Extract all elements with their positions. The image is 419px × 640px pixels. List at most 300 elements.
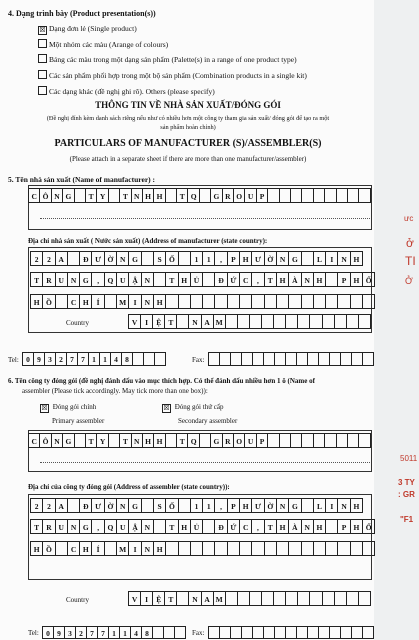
checkbox[interactable]: ☒: [41, 404, 48, 412]
letter-cell[interactable]: H: [277, 519, 289, 534]
letter-cell[interactable]: I: [141, 314, 153, 329]
letter-cell[interactable]: H: [314, 272, 326, 287]
manufacturer-name-grid[interactable]: [28, 188, 371, 203]
fax-grid[interactable]: [208, 352, 374, 366]
assembler-name-grid[interactable]: [28, 433, 371, 448]
letter-cell[interactable]: Ư: [92, 251, 104, 266]
letter-cell[interactable]: 7: [78, 352, 89, 366]
letter-cell[interactable]: [359, 314, 371, 329]
letter-cell[interactable]: T: [265, 519, 277, 534]
letter-cell[interactable]: [142, 498, 154, 513]
letter-cell[interactable]: N: [338, 498, 350, 513]
letter-cell[interactable]: 1: [203, 251, 215, 266]
letter-cell[interactable]: U: [117, 272, 129, 287]
option-row[interactable]: Các sản phẩm phối hợp trong một bộ sản phẩm (Combination products in a single kit): [38, 70, 307, 80]
letter-cell[interactable]: [262, 591, 274, 606]
letter-cell[interactable]: [314, 433, 325, 448]
letter-cell[interactable]: [154, 519, 166, 534]
letter-cell[interactable]: Ờ: [105, 498, 117, 513]
letter-cell[interactable]: [203, 541, 215, 556]
letter-cell[interactable]: [203, 519, 215, 534]
letter-cell[interactable]: [275, 626, 286, 639]
letter-cell[interactable]: Ồ: [43, 541, 55, 556]
letter-cell[interactable]: S: [154, 498, 166, 513]
letter-cell[interactable]: [314, 541, 326, 556]
letter-cell[interactable]: T: [86, 433, 97, 448]
option-row[interactable]: ☒ Dạng đơn lẻ (Single product): [39, 24, 137, 34]
letter-cell[interactable]: U: [117, 519, 129, 534]
letter-cell[interactable]: [240, 294, 252, 309]
letter-cell[interactable]: [326, 541, 338, 556]
letter-cell[interactable]: [105, 294, 117, 309]
letter-cell[interactable]: Ố: [166, 251, 178, 266]
letter-cell[interactable]: [352, 626, 363, 639]
letter-cell[interactable]: 4: [111, 352, 122, 366]
letter-cell[interactable]: Đ: [215, 519, 227, 534]
letter-cell[interactable]: M: [117, 294, 129, 309]
letter-cell[interactable]: [297, 626, 308, 639]
letter-cell[interactable]: H: [31, 294, 43, 309]
letter-cell[interactable]: [242, 352, 253, 366]
letter-cell[interactable]: 8: [142, 626, 153, 639]
letter-cell[interactable]: [240, 541, 252, 556]
checkbox[interactable]: [38, 70, 47, 79]
letter-cell[interactable]: 2: [31, 498, 43, 513]
letter-cell[interactable]: [351, 541, 363, 556]
letter-cell[interactable]: N: [189, 591, 201, 606]
letter-cell[interactable]: [351, 294, 363, 309]
letter-cell[interactable]: [338, 541, 350, 556]
letter-cell[interactable]: [326, 519, 338, 534]
letter-cell[interactable]: M: [214, 314, 226, 329]
letter-cell[interactable]: U: [245, 188, 256, 203]
letter-cell[interactable]: R: [223, 188, 234, 203]
letter-cell[interactable]: T: [120, 188, 131, 203]
letter-cell[interactable]: [226, 314, 238, 329]
letter-cell[interactable]: [177, 591, 189, 606]
letter-cell[interactable]: [268, 188, 279, 203]
letter-cell[interactable]: Ủ: [191, 272, 203, 287]
letter-cell[interactable]: [363, 352, 374, 366]
letter-cell[interactable]: I: [129, 541, 141, 556]
letter-cell[interactable]: [319, 626, 330, 639]
letter-cell[interactable]: 1: [100, 352, 111, 366]
letter-cell[interactable]: T: [177, 188, 188, 203]
letter-cell[interactable]: Ệ: [153, 591, 165, 606]
letter-cell[interactable]: P: [257, 433, 268, 448]
letter-cell[interactable]: Ư: [252, 498, 264, 513]
letter-cell[interactable]: [314, 294, 326, 309]
letter-cell[interactable]: H: [154, 433, 165, 448]
letter-cell[interactable]: 7: [98, 626, 109, 639]
letter-cell[interactable]: T: [166, 272, 178, 287]
letter-cell[interactable]: [330, 352, 341, 366]
letter-cell[interactable]: G: [129, 251, 141, 266]
checkbox[interactable]: [38, 54, 47, 63]
letter-cell[interactable]: A: [56, 498, 68, 513]
letter-cell[interactable]: [262, 314, 274, 329]
letter-cell[interactable]: [142, 251, 154, 266]
letter-cell[interactable]: N: [277, 251, 289, 266]
letter-cell[interactable]: T: [265, 272, 277, 287]
letter-cell[interactable]: [228, 541, 240, 556]
letter-cell[interactable]: [352, 352, 363, 366]
letter-cell[interactable]: [286, 591, 298, 606]
tel-grid[interactable]: [42, 626, 186, 639]
letter-cell[interactable]: [238, 314, 250, 329]
letter-cell[interactable]: 2: [76, 626, 87, 639]
letter-cell[interactable]: [203, 294, 215, 309]
letter-cell[interactable]: 1: [191, 498, 203, 513]
country-grid[interactable]: [128, 591, 371, 606]
letter-cell[interactable]: [250, 314, 262, 329]
letter-cell[interactable]: [330, 626, 341, 639]
letter-cell[interactable]: [220, 626, 231, 639]
letter-cell[interactable]: P: [257, 188, 268, 203]
letter-cell[interactable]: [177, 314, 189, 329]
letter-cell[interactable]: Ủ: [191, 519, 203, 534]
letter-cell[interactable]: [308, 352, 319, 366]
letter-cell[interactable]: ,: [252, 519, 264, 534]
letter-cell[interactable]: [179, 251, 191, 266]
letter-cell[interactable]: [231, 352, 242, 366]
letter-cell[interactable]: H: [240, 251, 252, 266]
letter-cell[interactable]: 9: [54, 626, 65, 639]
letter-cell[interactable]: [133, 352, 144, 366]
letter-cell[interactable]: C: [29, 433, 40, 448]
letter-cell[interactable]: H: [351, 251, 363, 266]
letter-cell[interactable]: [359, 591, 371, 606]
letter-cell[interactable]: Ồ: [43, 294, 55, 309]
letter-cell[interactable]: [68, 498, 80, 513]
letter-cell[interactable]: Ô: [40, 433, 51, 448]
letter-cell[interactable]: I: [326, 498, 338, 513]
letter-cell[interactable]: [289, 294, 301, 309]
letter-cell[interactable]: P: [228, 251, 240, 266]
letter-cell[interactable]: Ư: [92, 498, 104, 513]
letter-cell[interactable]: G: [289, 251, 301, 266]
letter-cell[interactable]: H: [154, 188, 165, 203]
country-grid[interactable]: [128, 314, 371, 329]
letter-cell[interactable]: [209, 352, 220, 366]
letter-cell[interactable]: [277, 294, 289, 309]
letter-cell[interactable]: [166, 188, 177, 203]
letter-cell[interactable]: [326, 272, 338, 287]
letter-cell[interactable]: [109, 433, 120, 448]
letter-cell[interactable]: [56, 294, 68, 309]
letter-cell[interactable]: T: [165, 314, 177, 329]
letter-cell[interactable]: [302, 498, 314, 513]
letter-cell[interactable]: [277, 541, 289, 556]
letter-cell[interactable]: A: [202, 591, 214, 606]
letter-cell[interactable]: [347, 314, 359, 329]
letter-cell[interactable]: [226, 591, 238, 606]
checkbox[interactable]: ☒: [39, 26, 46, 34]
letter-cell[interactable]: Ệ: [153, 314, 165, 329]
letter-cell[interactable]: T: [31, 519, 43, 534]
letter-cell[interactable]: [228, 294, 240, 309]
letter-cell[interactable]: [153, 626, 164, 639]
letter-cell[interactable]: I: [141, 591, 153, 606]
letter-cell[interactable]: 9: [34, 352, 45, 366]
secondary-assembler-option[interactable]: ☒ Đóng gói thứ cấp: [163, 403, 224, 412]
letter-cell[interactable]: Đ: [80, 251, 92, 266]
letter-cell[interactable]: [215, 294, 227, 309]
address-row[interactable]: [30, 541, 375, 556]
letter-cell[interactable]: Ứ: [228, 519, 240, 534]
letter-cell[interactable]: [286, 352, 297, 366]
letter-cell[interactable]: 3: [45, 352, 56, 366]
letter-cell[interactable]: Ố: [363, 272, 375, 287]
letter-cell[interactable]: N: [52, 433, 63, 448]
letter-cell[interactable]: H: [31, 541, 43, 556]
letter-cell[interactable]: Ậ: [129, 272, 141, 287]
letter-cell[interactable]: 3: [65, 626, 76, 639]
letter-cell[interactable]: H: [154, 294, 166, 309]
letter-cell[interactable]: [302, 294, 314, 309]
letter-cell[interactable]: [323, 591, 335, 606]
letter-cell[interactable]: H: [143, 433, 154, 448]
option-row[interactable]: Bảng các màu trong một dạng sản phẩm (Palette(s) in a range of one product type): [38, 54, 297, 64]
letter-cell[interactable]: 1: [191, 251, 203, 266]
letter-cell[interactable]: G: [289, 498, 301, 513]
letter-cell[interactable]: [348, 188, 359, 203]
letter-cell[interactable]: H: [80, 541, 92, 556]
letter-cell[interactable]: G: [129, 498, 141, 513]
letter-cell[interactable]: [274, 591, 286, 606]
letter-cell[interactable]: Q: [188, 188, 199, 203]
letter-cell[interactable]: [231, 626, 242, 639]
letter-cell[interactable]: T: [120, 433, 131, 448]
letter-cell[interactable]: Đ: [215, 272, 227, 287]
letter-cell[interactable]: G: [63, 433, 74, 448]
letter-cell[interactable]: [175, 626, 186, 639]
option-row[interactable]: Các dạng khác (đề nghị ghi rõ). Others (please specify): [38, 86, 215, 96]
checkbox[interactable]: [38, 39, 47, 48]
letter-cell[interactable]: H: [143, 188, 154, 203]
letter-cell[interactable]: [286, 626, 297, 639]
letter-cell[interactable]: [265, 294, 277, 309]
letter-cell[interactable]: [179, 294, 191, 309]
letter-cell[interactable]: N: [302, 519, 314, 534]
letter-cell[interactable]: [238, 591, 250, 606]
letter-cell[interactable]: [155, 352, 166, 366]
letter-cell[interactable]: [326, 294, 338, 309]
letter-cell[interactable]: 1: [109, 626, 120, 639]
letter-cell[interactable]: [280, 433, 291, 448]
address-row[interactable]: [30, 272, 375, 287]
letter-cell[interactable]: H: [277, 272, 289, 287]
letter-cell[interactable]: [298, 591, 310, 606]
letter-cell[interactable]: P: [338, 519, 350, 534]
letter-cell[interactable]: [291, 188, 302, 203]
letter-cell[interactable]: [56, 541, 68, 556]
letter-cell[interactable]: H: [351, 519, 363, 534]
letter-cell[interactable]: 1: [120, 626, 131, 639]
letter-cell[interactable]: [242, 626, 253, 639]
letter-cell[interactable]: Y: [97, 433, 108, 448]
letter-cell[interactable]: [109, 188, 120, 203]
letter-cell[interactable]: M: [117, 541, 129, 556]
letter-cell[interactable]: N: [142, 541, 154, 556]
letter-cell[interactable]: H: [179, 519, 191, 534]
letter-cell[interactable]: À: [289, 519, 301, 534]
letter-cell[interactable]: [75, 433, 86, 448]
letter-cell[interactable]: N: [117, 251, 129, 266]
primary-assembler-option[interactable]: ☒ Đóng gói chính: [41, 403, 97, 412]
letter-cell[interactable]: [302, 433, 313, 448]
letter-cell[interactable]: N: [117, 498, 129, 513]
letter-cell[interactable]: N: [142, 519, 154, 534]
letter-cell[interactable]: [265, 541, 277, 556]
letter-cell[interactable]: ,: [215, 251, 227, 266]
letter-cell[interactable]: Ố: [166, 498, 178, 513]
letter-cell[interactable]: G: [211, 433, 222, 448]
letter-cell[interactable]: [252, 294, 264, 309]
letter-cell[interactable]: [363, 294, 375, 309]
letter-cell[interactable]: N: [142, 294, 154, 309]
letter-cell[interactable]: A: [202, 314, 214, 329]
letter-cell[interactable]: H: [80, 294, 92, 309]
letter-cell[interactable]: A: [56, 251, 68, 266]
letter-cell[interactable]: Ư: [252, 251, 264, 266]
letter-cell[interactable]: Ờ: [265, 251, 277, 266]
letter-cell[interactable]: N: [189, 314, 201, 329]
address-row[interactable]: [30, 498, 363, 513]
letter-cell[interactable]: [302, 541, 314, 556]
letter-cell[interactable]: [253, 352, 264, 366]
letter-cell[interactable]: [166, 541, 178, 556]
letter-cell[interactable]: T: [165, 591, 177, 606]
letter-cell[interactable]: [323, 314, 335, 329]
letter-cell[interactable]: [338, 294, 350, 309]
letter-cell[interactable]: [164, 626, 175, 639]
letter-cell[interactable]: [363, 541, 375, 556]
letter-cell[interactable]: [75, 188, 86, 203]
letter-cell[interactable]: C: [240, 519, 252, 534]
letter-cell[interactable]: T: [86, 188, 97, 203]
letter-cell[interactable]: T: [31, 272, 43, 287]
letter-cell[interactable]: G: [80, 272, 92, 287]
letter-cell[interactable]: [337, 188, 348, 203]
letter-cell[interactable]: H: [314, 519, 326, 534]
letter-cell[interactable]: [280, 188, 291, 203]
letter-cell[interactable]: 2: [43, 498, 55, 513]
tel-grid[interactable]: [22, 352, 166, 366]
letter-cell[interactable]: G: [63, 188, 74, 203]
address-row[interactable]: [30, 294, 375, 309]
letter-cell[interactable]: U: [56, 272, 68, 287]
letter-cell[interactable]: [105, 541, 117, 556]
letter-cell[interactable]: [359, 188, 370, 203]
letter-cell[interactable]: [348, 433, 359, 448]
letter-cell[interactable]: [250, 591, 262, 606]
letter-cell[interactable]: R: [43, 272, 55, 287]
letter-cell[interactable]: [347, 591, 359, 606]
letter-cell[interactable]: [253, 626, 264, 639]
letter-cell[interactable]: [289, 541, 301, 556]
letter-cell[interactable]: [179, 498, 191, 513]
letter-cell[interactable]: [363, 626, 374, 639]
letter-cell[interactable]: [203, 272, 215, 287]
letter-cell[interactable]: I: [326, 251, 338, 266]
letter-cell[interactable]: R: [223, 433, 234, 448]
letter-cell[interactable]: [154, 272, 166, 287]
letter-cell[interactable]: N: [132, 188, 143, 203]
letter-cell[interactable]: Y: [97, 188, 108, 203]
letter-cell[interactable]: P: [228, 498, 240, 513]
letter-cell[interactable]: [359, 433, 370, 448]
fax-grid[interactable]: [208, 626, 374, 639]
letter-cell[interactable]: Ô: [40, 188, 51, 203]
letter-cell[interactable]: S: [154, 251, 166, 266]
letter-cell[interactable]: [310, 591, 322, 606]
letter-cell[interactable]: [335, 314, 347, 329]
letter-cell[interactable]: Ứ: [228, 272, 240, 287]
letter-cell[interactable]: H: [351, 498, 363, 513]
letter-cell[interactable]: C: [68, 294, 80, 309]
letter-cell[interactable]: N: [132, 433, 143, 448]
letter-cell[interactable]: [325, 188, 336, 203]
letter-cell[interactable]: P: [338, 272, 350, 287]
letter-cell[interactable]: [325, 433, 336, 448]
letter-cell[interactable]: H: [240, 498, 252, 513]
address-row[interactable]: [30, 519, 375, 534]
option-row[interactable]: Một nhóm các màu (Arange of colours): [38, 39, 168, 49]
letter-cell[interactable]: [264, 352, 275, 366]
letter-cell[interactable]: C: [240, 272, 252, 287]
letter-cell[interactable]: À: [289, 272, 301, 287]
letter-cell[interactable]: [191, 541, 203, 556]
letter-cell[interactable]: 8: [122, 352, 133, 366]
letter-cell[interactable]: [308, 626, 319, 639]
letter-cell[interactable]: [310, 314, 322, 329]
letter-cell[interactable]: Ố: [363, 519, 375, 534]
checkbox[interactable]: [38, 86, 47, 95]
letter-cell[interactable]: ,: [92, 272, 104, 287]
letter-cell[interactable]: ,: [92, 519, 104, 534]
letter-cell[interactable]: 7: [67, 352, 78, 366]
letter-cell[interactable]: ,: [252, 272, 264, 287]
letter-cell[interactable]: [166, 294, 178, 309]
letter-cell[interactable]: R: [43, 519, 55, 534]
letter-cell[interactable]: [302, 251, 314, 266]
letter-cell[interactable]: ,: [215, 498, 227, 513]
letter-cell[interactable]: H: [154, 541, 166, 556]
letter-cell[interactable]: 7: [87, 626, 98, 639]
letter-cell[interactable]: U: [245, 433, 256, 448]
letter-cell[interactable]: [144, 352, 155, 366]
letter-cell[interactable]: N: [302, 272, 314, 287]
letter-cell[interactable]: [335, 591, 347, 606]
letter-cell[interactable]: [341, 352, 352, 366]
letter-cell[interactable]: [209, 626, 220, 639]
letter-cell[interactable]: Q: [105, 272, 117, 287]
letter-cell[interactable]: V: [129, 591, 141, 606]
letter-cell[interactable]: Í: [92, 541, 104, 556]
letter-cell[interactable]: 0: [23, 352, 34, 366]
letter-cell[interactable]: 1: [203, 498, 215, 513]
letter-cell[interactable]: N: [52, 188, 63, 203]
letter-cell[interactable]: [298, 314, 310, 329]
letter-cell[interactable]: [268, 433, 279, 448]
letter-cell[interactable]: [341, 626, 352, 639]
letter-cell[interactable]: 2: [43, 251, 55, 266]
letter-cell[interactable]: H: [351, 272, 363, 287]
letter-cell[interactable]: [286, 314, 298, 329]
letter-cell[interactable]: T: [166, 519, 178, 534]
letter-cell[interactable]: [191, 294, 203, 309]
